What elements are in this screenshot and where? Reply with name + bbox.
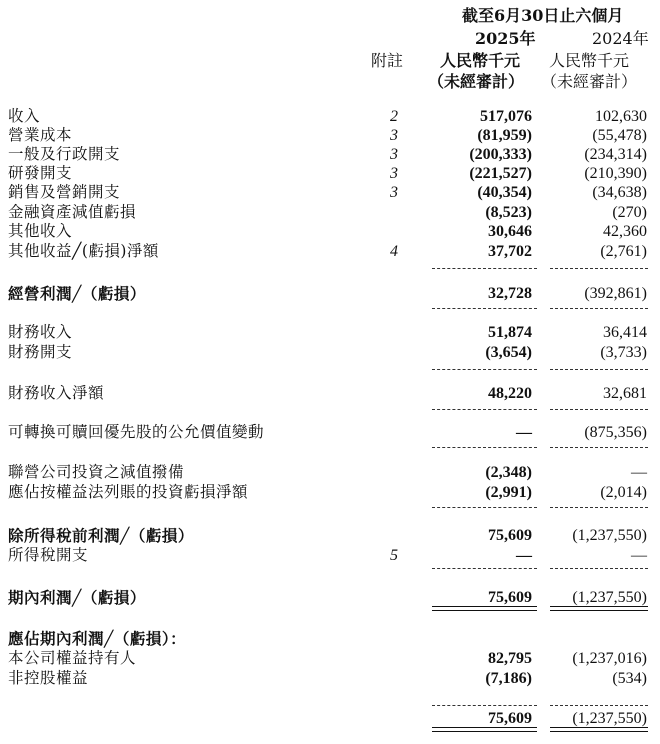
row-label: 財務收入 <box>8 323 73 341</box>
value-2024: 102,630 <box>595 108 647 125</box>
value-2024: (534) <box>612 670 647 687</box>
row-note: 3 <box>390 184 398 201</box>
value-2024: (1,237,550) <box>572 710 647 727</box>
value-2025: — <box>516 547 532 564</box>
subtotal-rule-2024 <box>550 268 648 269</box>
row-label: 可轉換可贖回優先股的公允價值變動 <box>8 423 265 441</box>
value-2024: — <box>631 464 647 481</box>
value-2025: 51,874 <box>488 324 532 341</box>
value-2024: (1,237,550) <box>572 589 647 606</box>
value-2025: — <box>516 424 532 441</box>
rule-2025 <box>432 705 537 706</box>
rule-2025 <box>432 369 537 370</box>
value-2024: (2,761) <box>600 243 647 260</box>
rule-2024 <box>550 409 648 410</box>
double-rule-2024-b <box>550 731 648 732</box>
rule-2025 <box>432 308 537 309</box>
row-label: 除所得稅前利潤╱（虧損） <box>8 526 194 545</box>
value-2024: 36,414 <box>603 324 647 341</box>
value-2024: (55,478) <box>592 127 647 144</box>
value-2024: (34,638) <box>592 184 647 201</box>
value-2024: (234,314) <box>584 146 647 163</box>
row-label: 非控股權益 <box>8 669 89 687</box>
double-rule-2024-a <box>550 727 648 728</box>
value-2025: (2,991) <box>485 484 532 501</box>
value-2025: (40,354) <box>477 184 532 201</box>
row-label: 收入 <box>8 107 41 125</box>
value-2024: — <box>631 547 647 564</box>
row-label: 一般及行政開支 <box>8 145 121 163</box>
value-2025: (2,348) <box>485 464 532 481</box>
value-2024: 32,681 <box>603 385 647 402</box>
value-2025: 75,609 <box>488 589 532 606</box>
rule-2024 <box>550 507 648 508</box>
row-label: 經營利潤╱（虧損） <box>8 284 146 303</box>
row-label: 營業成本 <box>8 126 73 144</box>
row-label: 銷售及營銷開支 <box>8 183 121 201</box>
value-2024: (1,237,016) <box>572 650 647 667</box>
row-label: 財務開支 <box>8 343 73 361</box>
value-2025: (81,959) <box>477 127 532 144</box>
value-2025: (221,527) <box>469 165 532 182</box>
row-note: 3 <box>390 146 398 163</box>
rule-2024 <box>550 308 648 309</box>
double-rule-2025-b <box>432 731 537 732</box>
rule-2024 <box>550 369 648 370</box>
value-2025: 37,702 <box>488 243 532 260</box>
year-2025-header: 2025年 <box>475 29 536 48</box>
value-2025: 32,728 <box>488 285 532 302</box>
value-2025: 517,076 <box>480 108 532 125</box>
value-2025: 75,609 <box>488 527 532 544</box>
value-2025: 48,220 <box>488 385 532 402</box>
double-rule-2025-a <box>432 727 537 728</box>
row-label: 研發開支 <box>8 164 73 182</box>
row-note: 2 <box>390 108 398 125</box>
value-2024: (392,861) <box>584 285 647 302</box>
rule-2024 <box>550 705 648 706</box>
value-2024: (210,390) <box>584 165 647 182</box>
row-note: 4 <box>390 243 398 260</box>
row-label: 所得稅開支 <box>8 546 89 564</box>
row-note: 3 <box>390 165 398 182</box>
note-column-header: 附註 <box>371 51 404 70</box>
rule-2024 <box>550 447 648 448</box>
year-2024-header: 2024年 <box>592 29 649 48</box>
subtotal-rule-2025 <box>432 268 537 269</box>
value-2025: (7,186) <box>485 670 532 687</box>
value-2024: (875,356) <box>584 424 647 441</box>
value-2025: 30,646 <box>488 223 532 240</box>
row-label: 其他收入 <box>8 222 73 240</box>
audit-2025-header: （未經審計） <box>428 72 525 91</box>
unit-2025-header: 人民幣千元 <box>440 51 521 70</box>
rule-2025 <box>432 447 537 448</box>
value-2025: 82,795 <box>488 650 532 667</box>
double-rule-2025-a <box>432 606 537 607</box>
double-rule-2024-a <box>550 606 648 607</box>
row-label: 應佔期內利潤╱（虧損）： <box>8 629 187 648</box>
period-header: 截至6月30日止六個月 <box>462 6 624 25</box>
rule-2024 <box>550 568 648 569</box>
audit-2024-header: （未經審計） <box>541 72 638 91</box>
double-rule-2024-b <box>550 610 648 611</box>
value-2024: (1,237,550) <box>572 527 647 544</box>
row-label: 其他收益╱(虧損)淨額 <box>8 242 159 260</box>
rule-2025 <box>432 409 537 410</box>
row-label: 聯營公司投資之減值撥備 <box>8 463 185 481</box>
value-2024: (270) <box>612 204 647 221</box>
row-label: 期內利潤╱（虧損） <box>8 588 146 607</box>
value-2025: (8,523) <box>485 204 532 221</box>
rule-2025 <box>432 568 537 569</box>
value-2024: (3,733) <box>600 344 647 361</box>
value-2025: 75,609 <box>488 710 532 727</box>
unit-2024-header: 人民幣千元 <box>549 51 630 70</box>
row-label: 財務收入淨額 <box>8 384 105 402</box>
row-label: 本公司權益持有人 <box>8 649 137 667</box>
rule-2025 <box>432 507 537 508</box>
row-label: 應佔按權益法列賬的投資虧損淨額 <box>8 483 249 501</box>
row-label: 金融資產減值虧損 <box>8 203 137 221</box>
row-note: 3 <box>390 127 398 144</box>
row-note: 5 <box>390 547 398 564</box>
value-2025: (3,654) <box>485 344 532 361</box>
value-2024: (2,014) <box>600 484 647 501</box>
double-rule-2025-b <box>432 610 537 611</box>
value-2025: (200,333) <box>469 146 532 163</box>
value-2024: 42,360 <box>603 223 647 240</box>
